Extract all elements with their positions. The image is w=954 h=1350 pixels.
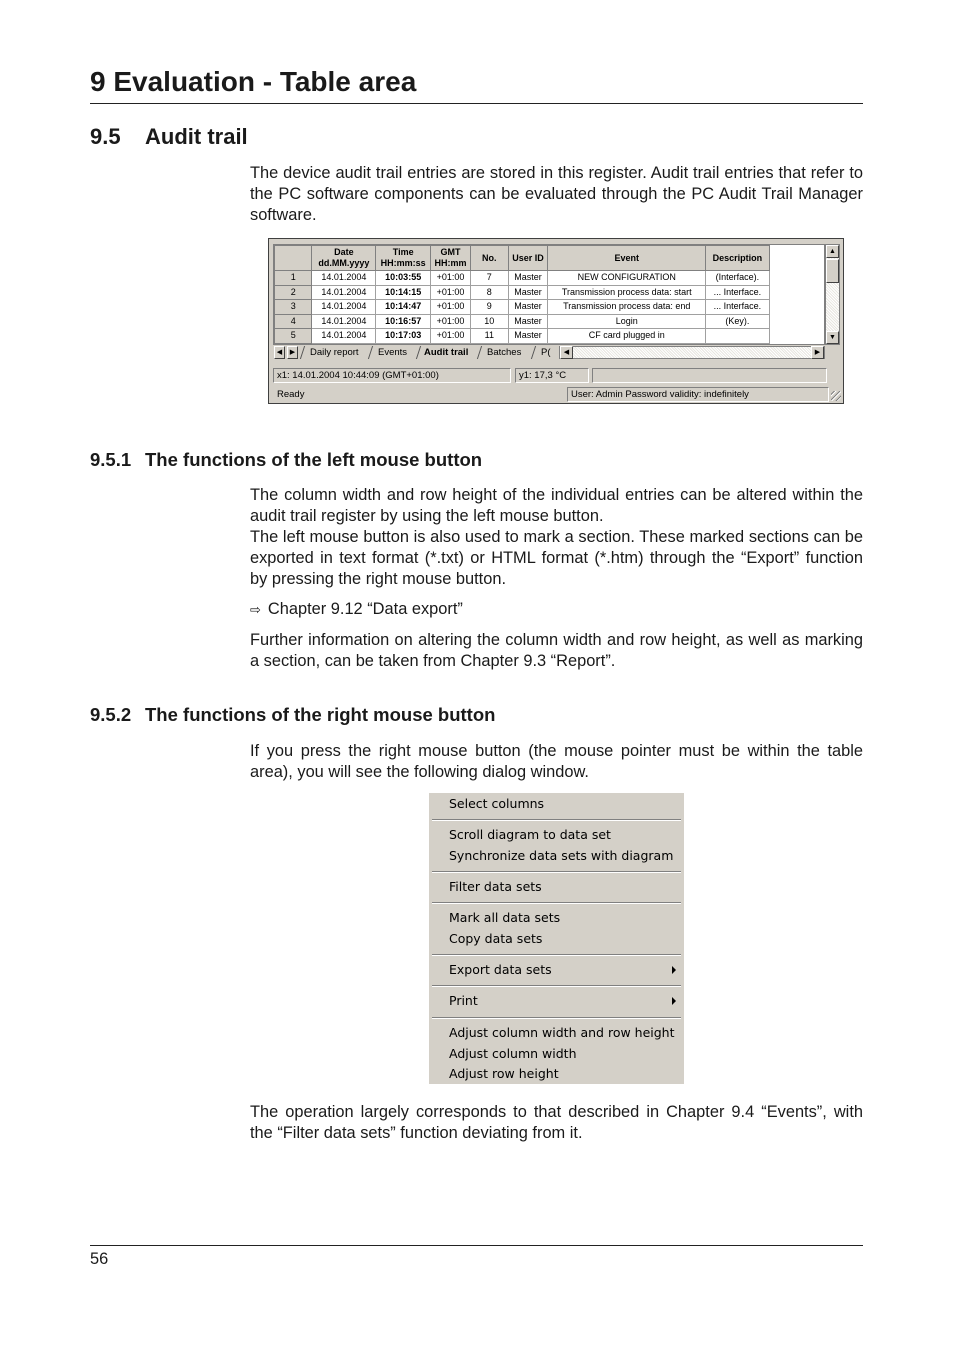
arrow-right-icon: ⇨ bbox=[250, 603, 261, 618]
cell-event[interactable]: Transmission process data: end bbox=[548, 300, 706, 315]
submenu-arrow-icon bbox=[672, 997, 676, 1005]
column-header-date[interactable]: Date dd.MM.yyyy bbox=[312, 246, 376, 271]
paragraph-right-button-1: If you press the right mouse button (the mouse pointer must be within the table area), you will see the following dialog window. bbox=[250, 742, 863, 781]
cell-gmt[interactable]: +01:00 bbox=[431, 285, 471, 300]
menu-item-scroll-diagram[interactable]: Scroll diagram to data set bbox=[449, 827, 611, 842]
cell-date[interactable]: 14.01.2004 bbox=[312, 271, 376, 286]
status-user: User: Admin Password validity: indefinitely bbox=[567, 387, 829, 402]
subsection-title: The functions of the right mouse button bbox=[145, 704, 496, 725]
section-title: Audit trail bbox=[145, 124, 248, 149]
context-menu bbox=[429, 793, 684, 1084]
tab-daily-report[interactable]: Daily report bbox=[310, 347, 359, 358]
tab-separator bbox=[530, 346, 538, 359]
cell-user-id[interactable]: Master bbox=[508, 271, 548, 286]
cell-no[interactable]: 9 bbox=[470, 300, 508, 315]
section-number: 9.5 bbox=[90, 124, 121, 149]
menu-separator bbox=[432, 954, 681, 956]
cell-user-id[interactable]: Master bbox=[508, 300, 548, 315]
cell-empty bbox=[769, 314, 823, 329]
cell-no[interactable]: 7 bbox=[470, 271, 508, 286]
cell-description[interactable]: (Key). bbox=[706, 314, 770, 329]
row-number[interactable]: 4 bbox=[275, 314, 312, 329]
column-header-empty bbox=[769, 246, 823, 271]
cell-gmt[interactable]: +01:00 bbox=[431, 271, 471, 286]
scroll-right-icon[interactable]: ▶ bbox=[811, 346, 824, 359]
cell-description[interactable] bbox=[706, 329, 770, 344]
cell-date[interactable]: 14.01.2004 bbox=[312, 329, 376, 344]
paragraph-right-button-2: The operation largely corresponds to that described in Chapter 9.4 “Events”, with the “Filter data sets” function deviating from it. bbox=[250, 1103, 863, 1142]
subsection-title: The functions of the left mouse button bbox=[145, 449, 483, 470]
menu-separator bbox=[432, 985, 681, 987]
horizontal-scrollbar[interactable] bbox=[559, 346, 825, 359]
cell-empty bbox=[769, 285, 823, 300]
menu-separator bbox=[432, 871, 681, 873]
resize-grip-icon[interactable] bbox=[831, 391, 841, 401]
menu-item-adjust-column-width[interactable]: Adjust column width bbox=[449, 1046, 577, 1061]
menu-item-print[interactable]: Print bbox=[449, 993, 478, 1008]
menu-item-select-columns[interactable]: Select columns bbox=[449, 796, 545, 811]
status-ready: Ready bbox=[273, 387, 563, 402]
scroll-thumb[interactable] bbox=[826, 259, 839, 283]
paragraph-left-button-1: The column width and row height of the individual entries can be altered within the audit trail register by using the left mouse button. bbox=[250, 486, 863, 525]
cell-user-id[interactable]: Master bbox=[508, 285, 548, 300]
cell-event[interactable]: Login bbox=[548, 314, 706, 329]
menu-item-adjust-width-height[interactable]: Adjust column width and row height bbox=[449, 1025, 675, 1040]
cell-time[interactable]: 10:16:57 bbox=[376, 314, 431, 329]
tab-batches[interactable]: Batches bbox=[487, 347, 522, 358]
cell-description[interactable]: ... Interface. bbox=[706, 300, 770, 315]
cell-date[interactable]: 14.01.2004 bbox=[312, 285, 376, 300]
menu-separator bbox=[432, 819, 681, 821]
column-header-event[interactable]: Event bbox=[548, 246, 706, 271]
cell-time[interactable]: 10:14:47 bbox=[376, 300, 431, 315]
menu-item-adjust-row-height[interactable]: Adjust row height bbox=[449, 1066, 559, 1081]
menu-item-export-data-sets[interactable]: Export data sets bbox=[449, 962, 552, 977]
cell-event[interactable]: NEW CONFIGURATION bbox=[548, 271, 706, 286]
tab-separator bbox=[299, 346, 307, 359]
cell-time[interactable]: 10:17:03 bbox=[376, 329, 431, 344]
table-header-row bbox=[275, 246, 824, 271]
cell-no[interactable]: 11 bbox=[470, 329, 508, 344]
column-header-time[interactable]: Time HH:mm:ss bbox=[376, 246, 431, 271]
tab-separator bbox=[476, 346, 484, 359]
chapter-title: 9 Evaluation - Table area bbox=[90, 66, 417, 97]
vertical-scrollbar[interactable] bbox=[825, 244, 840, 345]
tab-next-icon[interactable]: ▶ bbox=[287, 346, 298, 359]
cell-empty bbox=[769, 329, 823, 344]
cross-reference[interactable] bbox=[250, 599, 463, 621]
cell-user-id[interactable]: Master bbox=[508, 329, 548, 344]
menu-item-copy-data-sets[interactable]: Copy data sets bbox=[449, 931, 543, 946]
cell-no[interactable]: 8 bbox=[470, 285, 508, 300]
subsection-number: 9.5.2 bbox=[90, 704, 132, 725]
row-number[interactable]: 5 bbox=[275, 329, 312, 344]
cell-description[interactable]: ... Interface. bbox=[706, 285, 770, 300]
scroll-up-icon[interactable]: ▲ bbox=[826, 245, 839, 258]
status-y-readout: y1: 17,3 °C bbox=[515, 368, 589, 383]
section-intro: The device audit trail entries are stored in this register. Audit trail entries that refer to the PC software components can be evaluated through the PC Audit Trail Manager software. bbox=[250, 164, 863, 224]
cell-date[interactable]: 14.01.2004 bbox=[312, 300, 376, 315]
column-header-description[interactable]: Description bbox=[706, 246, 770, 271]
row-number[interactable]: 1 bbox=[275, 271, 312, 286]
column-header-user-id[interactable]: User ID bbox=[508, 246, 548, 271]
tab-separator bbox=[415, 346, 423, 359]
row-number[interactable]: 2 bbox=[275, 285, 312, 300]
scroll-left-icon[interactable]: ◀ bbox=[560, 346, 573, 359]
paragraph-left-button-2: The left mouse button is also used to mark a section. These marked sections can be exported in text format (*.txt) or HTML format (*.htm) through the “Export” function by pressing the right mouse button. bbox=[250, 528, 863, 588]
subsection-heading-right-button bbox=[90, 704, 495, 726]
tab-audit-trail[interactable]: Audit trail bbox=[424, 347, 469, 358]
table-row[interactable] bbox=[275, 314, 824, 329]
scroll-down-icon[interactable]: ▼ bbox=[826, 331, 839, 344]
menu-item-synchronize[interactable]: Synchronize data sets with diagram bbox=[449, 848, 674, 863]
audit-trail-grid[interactable] bbox=[273, 244, 825, 345]
status-empty-field bbox=[592, 368, 827, 383]
cell-event[interactable]: CF card plugged in bbox=[548, 329, 706, 344]
cell-description[interactable]: (Interface). bbox=[706, 271, 770, 286]
cell-gmt[interactable]: +01:00 bbox=[431, 329, 471, 344]
row-number[interactable]: 3 bbox=[275, 300, 312, 315]
cell-time[interactable]: 10:14:15 bbox=[376, 285, 431, 300]
menu-separator bbox=[432, 1017, 681, 1019]
cell-date[interactable]: 14.01.2004 bbox=[312, 314, 376, 329]
menu-item-filter-data-sets[interactable]: Filter data sets bbox=[449, 879, 542, 894]
subsection-number: 9.5.1 bbox=[90, 449, 132, 470]
cell-user-id[interactable]: Master bbox=[508, 314, 548, 329]
cell-no[interactable]: 10 bbox=[470, 314, 508, 329]
table-row[interactable] bbox=[275, 285, 824, 300]
tab-prev-icon[interactable]: ◀ bbox=[274, 346, 285, 359]
tab-separator bbox=[367, 346, 375, 359]
cell-empty bbox=[769, 300, 823, 315]
submenu-arrow-icon bbox=[672, 966, 676, 974]
audit-trail-window bbox=[268, 238, 844, 404]
table-row[interactable] bbox=[275, 329, 824, 344]
tab-truncated[interactable]: P( bbox=[541, 347, 551, 358]
tab-events[interactable]: Events bbox=[378, 347, 408, 358]
table-row[interactable] bbox=[275, 300, 824, 315]
cell-empty bbox=[769, 271, 823, 286]
cross-reference-text: Chapter 9.12 “Data export” bbox=[267, 600, 463, 618]
cell-time[interactable]: 10:03:55 bbox=[376, 271, 431, 286]
paragraph-left-button-3: Further information on altering the column width and row height, as well as marking a section, can be taken from Chapter 9.3 “Report”. bbox=[250, 631, 863, 670]
cell-event[interactable]: Transmission process data: start bbox=[548, 285, 706, 300]
status-x-readout: x1: 14.01.2004 10:44:09 (GMT+01:00) bbox=[273, 368, 511, 383]
header-rule bbox=[90, 103, 863, 104]
page-number: 56 bbox=[90, 1250, 109, 1268]
cell-gmt[interactable]: +01:00 bbox=[431, 300, 471, 315]
column-header-rownum[interactable] bbox=[275, 246, 312, 271]
column-header-gmt[interactable]: GMT HH:mm bbox=[431, 246, 471, 271]
column-header-no[interactable]: No. bbox=[470, 246, 508, 271]
footer-rule bbox=[90, 1245, 863, 1246]
menu-separator bbox=[432, 902, 681, 904]
audit-trail-table bbox=[274, 245, 824, 344]
menu-item-mark-all[interactable]: Mark all data sets bbox=[449, 910, 561, 925]
cell-gmt[interactable]: +01:00 bbox=[431, 314, 471, 329]
subsection-heading-left-button bbox=[90, 449, 482, 471]
table-row[interactable] bbox=[275, 271, 824, 286]
